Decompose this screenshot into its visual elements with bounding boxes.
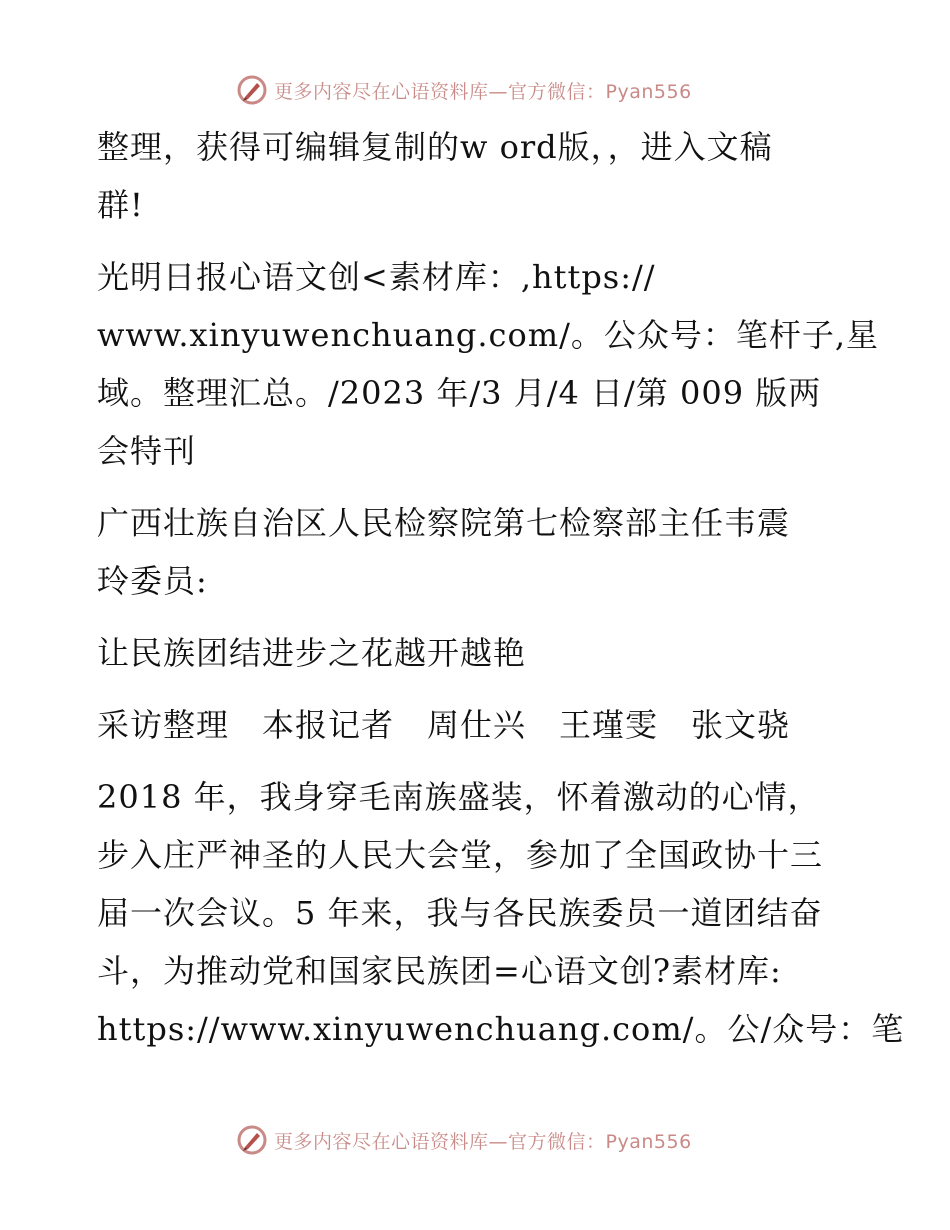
text-line: 光明日报心语文创<素材库：,https:// — [97, 258, 656, 296]
text-line: 会特刊 — [97, 432, 197, 470]
pen-logo-icon — [236, 1124, 268, 1156]
document-body — [97, 118, 905, 1072]
paragraph-intro — [97, 118, 857, 234]
byline — [97, 696, 857, 754]
text-line: 群! — [97, 186, 144, 224]
paragraph-source — [97, 248, 880, 480]
footer-watermark — [236, 1122, 692, 1158]
text-line: 斗，为推动党和国家民族团=心语文创?素材库: — [97, 952, 782, 990]
paragraph-body — [97, 768, 905, 1058]
pen-logo-icon — [236, 74, 268, 106]
watermark-text: 更多内容尽在心语资料库—官方微信：Pyan556 — [274, 80, 692, 103]
watermark-text: 更多内容尽在心语资料库—官方微信：Pyan556 — [274, 1130, 692, 1153]
text-line: 域。整理汇总。/2023 年/3 月/4 日/第 009 版两 — [97, 374, 822, 412]
text-line: 届一次会议。5 年来，我与各民族委员一道团结奋 — [97, 894, 823, 932]
text-line: www.xinyuwenchuang.com/。公众号：笔杆子,星 — [97, 316, 880, 354]
text-line: 让民族团结进步之花越开越艳 — [97, 634, 527, 672]
text-line: 整理，获得可编辑复制的w ord版，，进入文稿 — [97, 128, 773, 166]
text-line: 步入庄严神圣的人民大会堂，参加了全国政协十三 — [97, 836, 824, 874]
text-line: 2018 年，我身穿毛南族盛装，怀着激动的心情， — [97, 778, 821, 816]
header-watermark — [236, 72, 692, 108]
text-line: 采访整理 本报记者 周仕兴 王瑾雯 张文骁 — [97, 706, 791, 744]
text-line: 广西壮族自治区人民检察院第七检察部主任韦震 — [97, 504, 791, 542]
text-line: 玲委员: — [97, 562, 208, 600]
text-line: https://www.xinyuwenchuang.com/。公/众号：笔 — [97, 1010, 905, 1048]
paragraph-author — [97, 494, 857, 610]
article-title — [97, 624, 857, 682]
